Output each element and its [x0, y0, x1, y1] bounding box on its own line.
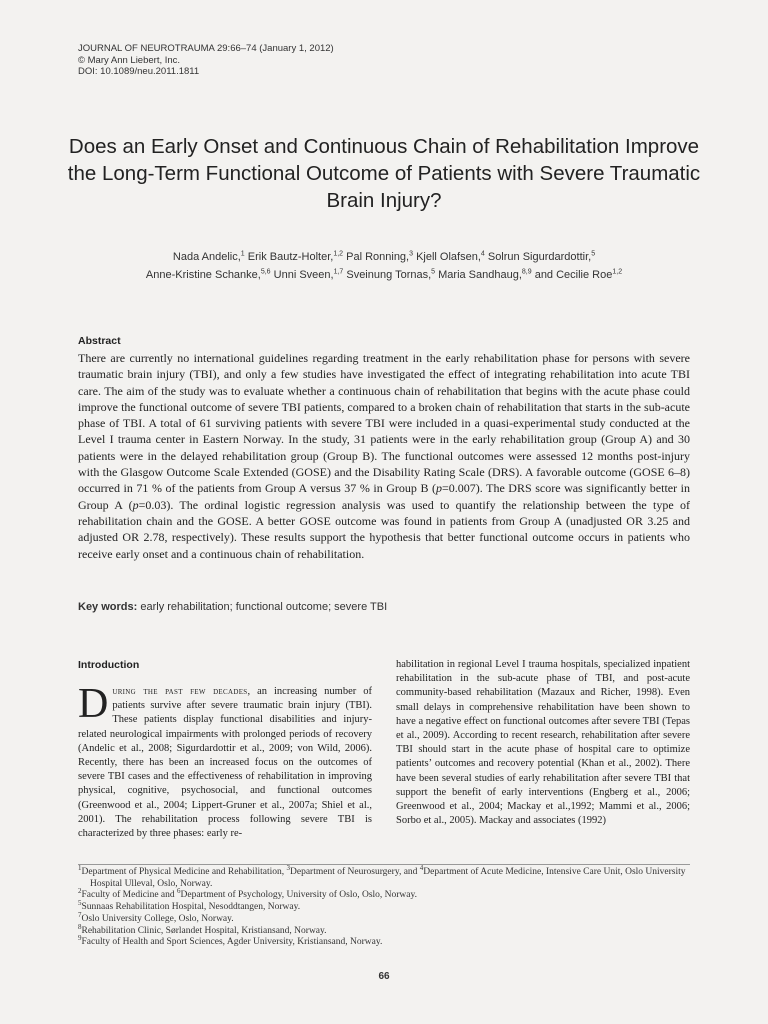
footnote-text: Sunnaas Rehabilitation Hospital, Nesoddtangen, Norway. [81, 902, 301, 913]
footnote-mark: 8 [78, 922, 82, 931]
footnote-mark: 1 [78, 863, 82, 872]
introduction-paragraph [78, 681, 372, 841]
page-number: 66 [378, 971, 390, 982]
footnote-mark: 6 [177, 887, 181, 896]
affiliation-mark: 3 [409, 250, 414, 258]
p-value-symbol: p [132, 497, 139, 512]
keywords-label: Key words: [78, 601, 138, 613]
intro-smallcaps: uring the past few decades [112, 686, 248, 697]
affiliation-mark: 1,2 [612, 268, 623, 276]
journal-header [78, 43, 334, 78]
footnote-mark: 4 [419, 863, 424, 872]
affiliation-mark: 8,9 [521, 268, 532, 276]
abstract-heading: Abstract [78, 335, 121, 347]
affiliation-mark: 1,7 [333, 268, 344, 276]
author: Sveinung Tornas, [343, 269, 432, 281]
intro-continued-text: habilitation in regional Level I trauma hospitals, specialized inpatient rehabilitation in the sub-acute phase of TBI, and post-acute community-based rehabilitation (Mazaux and Richer, 1998). Even small delays in comprehensive rehabilitation have been shown to have a negative effect on functional outcomes after severe TBI (Tepas et al., 2009). According to recent research, rehabilitation after severe TBI should start in the acute phase of hospital care to optimize patients’ outcomes and recovery potential (Khan et al., 2002). There have been several studies of early rehabilitation after severe TBI that support the benefit of early interventions (Engberg et al., 2006; Greenwood et al., 2004; Mackay et al.,1992; Mammi et al., 2006; Sorbo et al., 2005). Mackay and associates (1992) [396, 659, 690, 827]
footnote-text: Faculty of Health and Sport Sciences, Agder University, Kristiansand, Norway. [81, 937, 383, 948]
author: Anne-Kristine Schanke, [145, 269, 261, 281]
affiliation-mark: 5,6 [260, 268, 271, 276]
author: Pal Ronning, [343, 251, 410, 263]
author: Nada Andelic, [172, 251, 241, 263]
affiliation-mark: 1 [240, 250, 245, 258]
footnote-text: Faculty of Medicine and [81, 890, 178, 901]
affiliation-mark: 4 [480, 250, 485, 258]
journal-doi: DOI: 10.1089/neu.2011.1811 [78, 66, 200, 77]
affiliation-mark: 1,2 [333, 250, 344, 258]
author: Unni Sveen, [270, 269, 334, 281]
footnote-mark: 2 [78, 887, 82, 896]
journal-copyright: © Mary Ann Liebert, Inc. [78, 54, 181, 66]
footnote [78, 887, 690, 902]
keywords [78, 601, 387, 613]
author: and Cecilie Roe [531, 269, 613, 281]
footnote [78, 898, 690, 914]
affiliation-mark: 5 [591, 250, 596, 258]
affiliation-mark: 5 [431, 268, 436, 276]
introduction-right-column [396, 658, 690, 828]
abstract-text: There are currently no international guidelines regarding treatment in the early rehabilitation phase for persons with severe traumatic brain injury (TBI), and only a few studies have investigated the effect of integrating rehabilitation into acute TBI care. The aim of the study was to evaluate whether a continuous chain of rehabilitation that begins with the acute phase could improve the functional outcome of severe TBI patients, compared to a broken chain of rehabilitation that starts in the sub-acute phase of TBI. A total of 61 surviving patients with severe TBI were included in a quasi-experimental study conducted at the Level I trauma center in Eastern Norway. In the study, 31 patients were in the early rehabilitation group (Group A) and 30 patients were in the delayed rehabilitation group (Group B). The functional outcomes were assessed 12 months post-injury with the Glasgow Outcome Scale Extended (GOSE) and the Disability Rating Scale (DRS). A favorable outcome (GOSE 6–8) occurred in 71 % of the patients from Group A versus 37 % in Group B ( [78, 351, 690, 496]
author: Kjell Olafsen, [413, 251, 481, 263]
footnote [78, 910, 690, 926]
footnote-text: Department of Psychology, University of Oslo, Oslo, Norway. [180, 890, 418, 901]
author: Maria Sandhaug, [435, 269, 522, 281]
footnote-mark: 5 [78, 898, 82, 907]
author-list [60, 248, 708, 284]
footnote [78, 922, 690, 938]
p-value-symbol: p [436, 481, 443, 496]
footnote-text: Rehabilitation Clinic, Sørlandet Hospital, Kristiansand, Norway. [81, 925, 327, 936]
footnote-mark: 3 [286, 863, 290, 872]
footnote-mark: 9 [78, 934, 82, 943]
footnote [78, 863, 690, 890]
article-title: Does an Early Onset and Continuous Chain of Rehabilitation Improve the Long-Term Functional Outcome of Patients with Severe Traumatic Brain Injury? [67, 135, 701, 212]
affiliation-footnotes [78, 863, 690, 949]
drop-cap: D [78, 681, 109, 727]
footnote-text: Department of Physical Medicine and Rehabilitation, [81, 867, 287, 877]
journal-citation: JOURNAL OF NEUROTRAUMA 29:66–74 (January 1, 2012) [78, 43, 334, 54]
author: Solrun Sigurdardottir, [484, 251, 592, 263]
author: Erik Bautz-Holter, [244, 251, 334, 263]
abstract-text: =0.007). The DRS score was significantly better in Group A ( [78, 481, 691, 512]
abstract-text: =0.03). The ordinal logistic regression analysis was used to quantify the relationship between the type of rehabilitation chain and the GOSE. A better GOSE outcome was found in patients from Group A (unadjusted OR 3.25 and adjusted OR 2.78, respectively). These results support the hypothesis that better functional outcome occurs in patients who receive early onset and a continuous chain of rehabilitation. [78, 497, 690, 561]
footnote-text: Department of Acute Medicine, Intensive Care Unit, Oslo University Hospital Ulleval, Oslo, Norway. [90, 867, 686, 889]
introduction-left-column [78, 658, 372, 841]
footnote-text: Department of Neurosurgery, and [290, 867, 420, 877]
introduction-heading: Introduction [78, 659, 140, 671]
footnote-mark: 7 [78, 910, 82, 919]
keywords-text: early rehabilitation; functional outcome; severe TBI [137, 601, 388, 613]
footnote [78, 934, 690, 949]
footnote-text: Oslo University College, Oslo, Norway. [81, 913, 234, 924]
intro-text: , an increasing number of patients survive after severe traumatic brain injury (TBI). These patients display functional disabilities and injury-related neurological impairments with prolonged periods of recovery (Andelic et al., 2008; Sigurdardottir et al., 2009; von Wild, 2006). Recently, there has been an increased focus on the outcomes of severe TBI cases and the effectiveness of rehabilitation in improving physical, cognitive, psychosocial, and functional outcomes (Greenwood et al., 2004; Lippert-Gruner et al., 2007a; Shiel et al., 2001). The rehabilitation process following severe TBI is characterized by three phases: early re- [78, 686, 372, 840]
footnote-divider [78, 864, 690, 865]
abstract-body [78, 350, 690, 562]
